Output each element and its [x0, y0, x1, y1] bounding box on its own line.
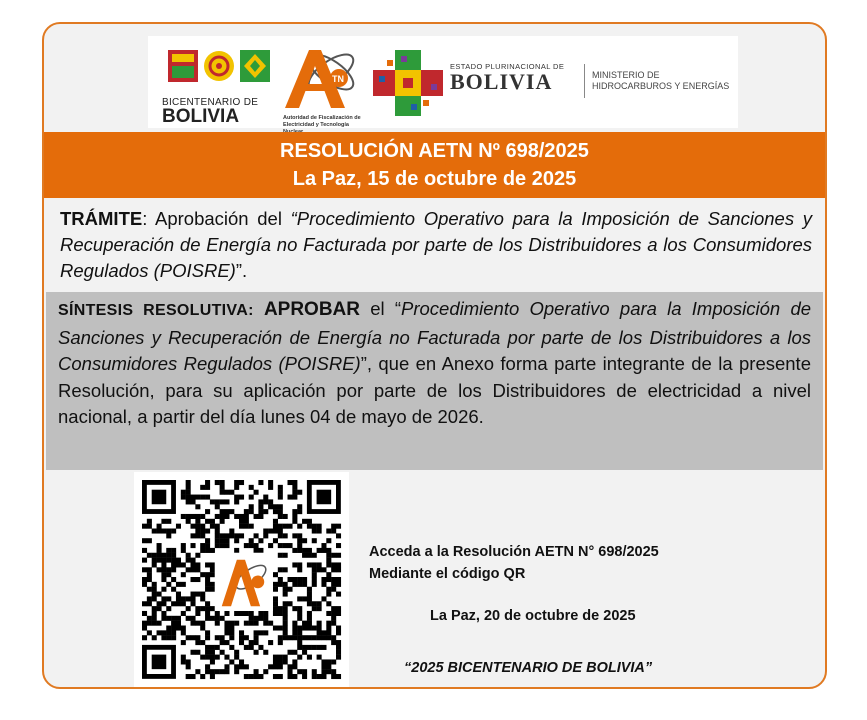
estado-text — [450, 62, 580, 93]
tramite-end: ”. — [235, 260, 248, 281]
qr-code[interactable] — [134, 472, 349, 689]
notice-card — [42, 22, 827, 689]
bicentenario-logo — [162, 44, 272, 127]
aetn-logo — [273, 42, 368, 126]
ministerio-text — [592, 70, 742, 92]
bicentenario-motto: “2025 BICENTENARIO DE BOLIVIA” — [404, 660, 653, 676]
bicentenario-line1: BICENTENARIO DE — [162, 97, 259, 108]
estado-line2: BOLIVIA — [450, 69, 553, 94]
estado-line1: ESTADO PLURINACIONAL DE — [450, 62, 565, 71]
estado-plurinacional-emblem — [373, 50, 443, 116]
logo-strip — [148, 36, 738, 128]
qr-access-line2: Mediante el código QR — [369, 566, 526, 582]
aetn-caption-line1: Autoridad de Fiscalización de — [283, 115, 361, 121]
ministerio-divider — [584, 64, 585, 98]
resolution-header — [44, 132, 825, 198]
publication-date: La Paz, 20 de octubre de 2025 — [430, 608, 636, 624]
resolution-date: La Paz, 15 de octubre de 2025 — [292, 168, 577, 190]
aetn-caption-line2: Electricidad y Tecnología — [283, 122, 349, 128]
sintesis-label: SÍNTESIS RESOLUTIVA: — [58, 302, 254, 319]
svg-text:TN: TN — [332, 74, 344, 84]
qr-code-icon — [134, 472, 349, 689]
sintesis-rest: ”, que en Anexo forma parte integrante de la presente Resolución, para su aplicación por parte de los Distribuidores de electricidad a nivel nacional, a partir del día lunes 04 de mayo de 2026. — [58, 353, 811, 427]
tramite-title: “Procedimiento Operativo para la Imposición de Sanciones y Recuperación de Energía no Facturada por parte de los Distribuidores a los Consumidores Regulados (POISRE) — [60, 208, 812, 281]
sintesis-verb: APROBAR — [263, 299, 360, 320]
chakana-emblem-icon — [373, 50, 443, 116]
qr-access-line1: Acceda a la Resolución AETN N° 698/2025 — [369, 544, 659, 560]
tramite-label: TRÁMITE — [60, 208, 143, 229]
sintesis-box — [46, 292, 823, 470]
sintesis-title: Procedimiento Operativo para la Imposición de Sanciones y Recuperación de Energía no Facturada por parte de los Distribuidores a los Consumidores Regulados (POISRE) — [58, 298, 812, 374]
ministerio-line2: HIDROCARBUROS Y ENERGÍAS — [592, 81, 730, 91]
bicentenario-emblem-icon — [162, 44, 272, 90]
sintesis-pre: el “ — [360, 298, 402, 319]
tramite-intro: : Aprobación del — [142, 208, 291, 229]
tramite-paragraph — [60, 206, 812, 284]
ministerio-line1: MINISTERIO DE — [592, 70, 660, 80]
bicentenario-line2: BOLIVIA — [162, 106, 240, 127]
aetn-icon — [273, 42, 368, 110]
resolution-title: RESOLUCIÓN AETN Nº 698/2025 — [280, 140, 589, 162]
